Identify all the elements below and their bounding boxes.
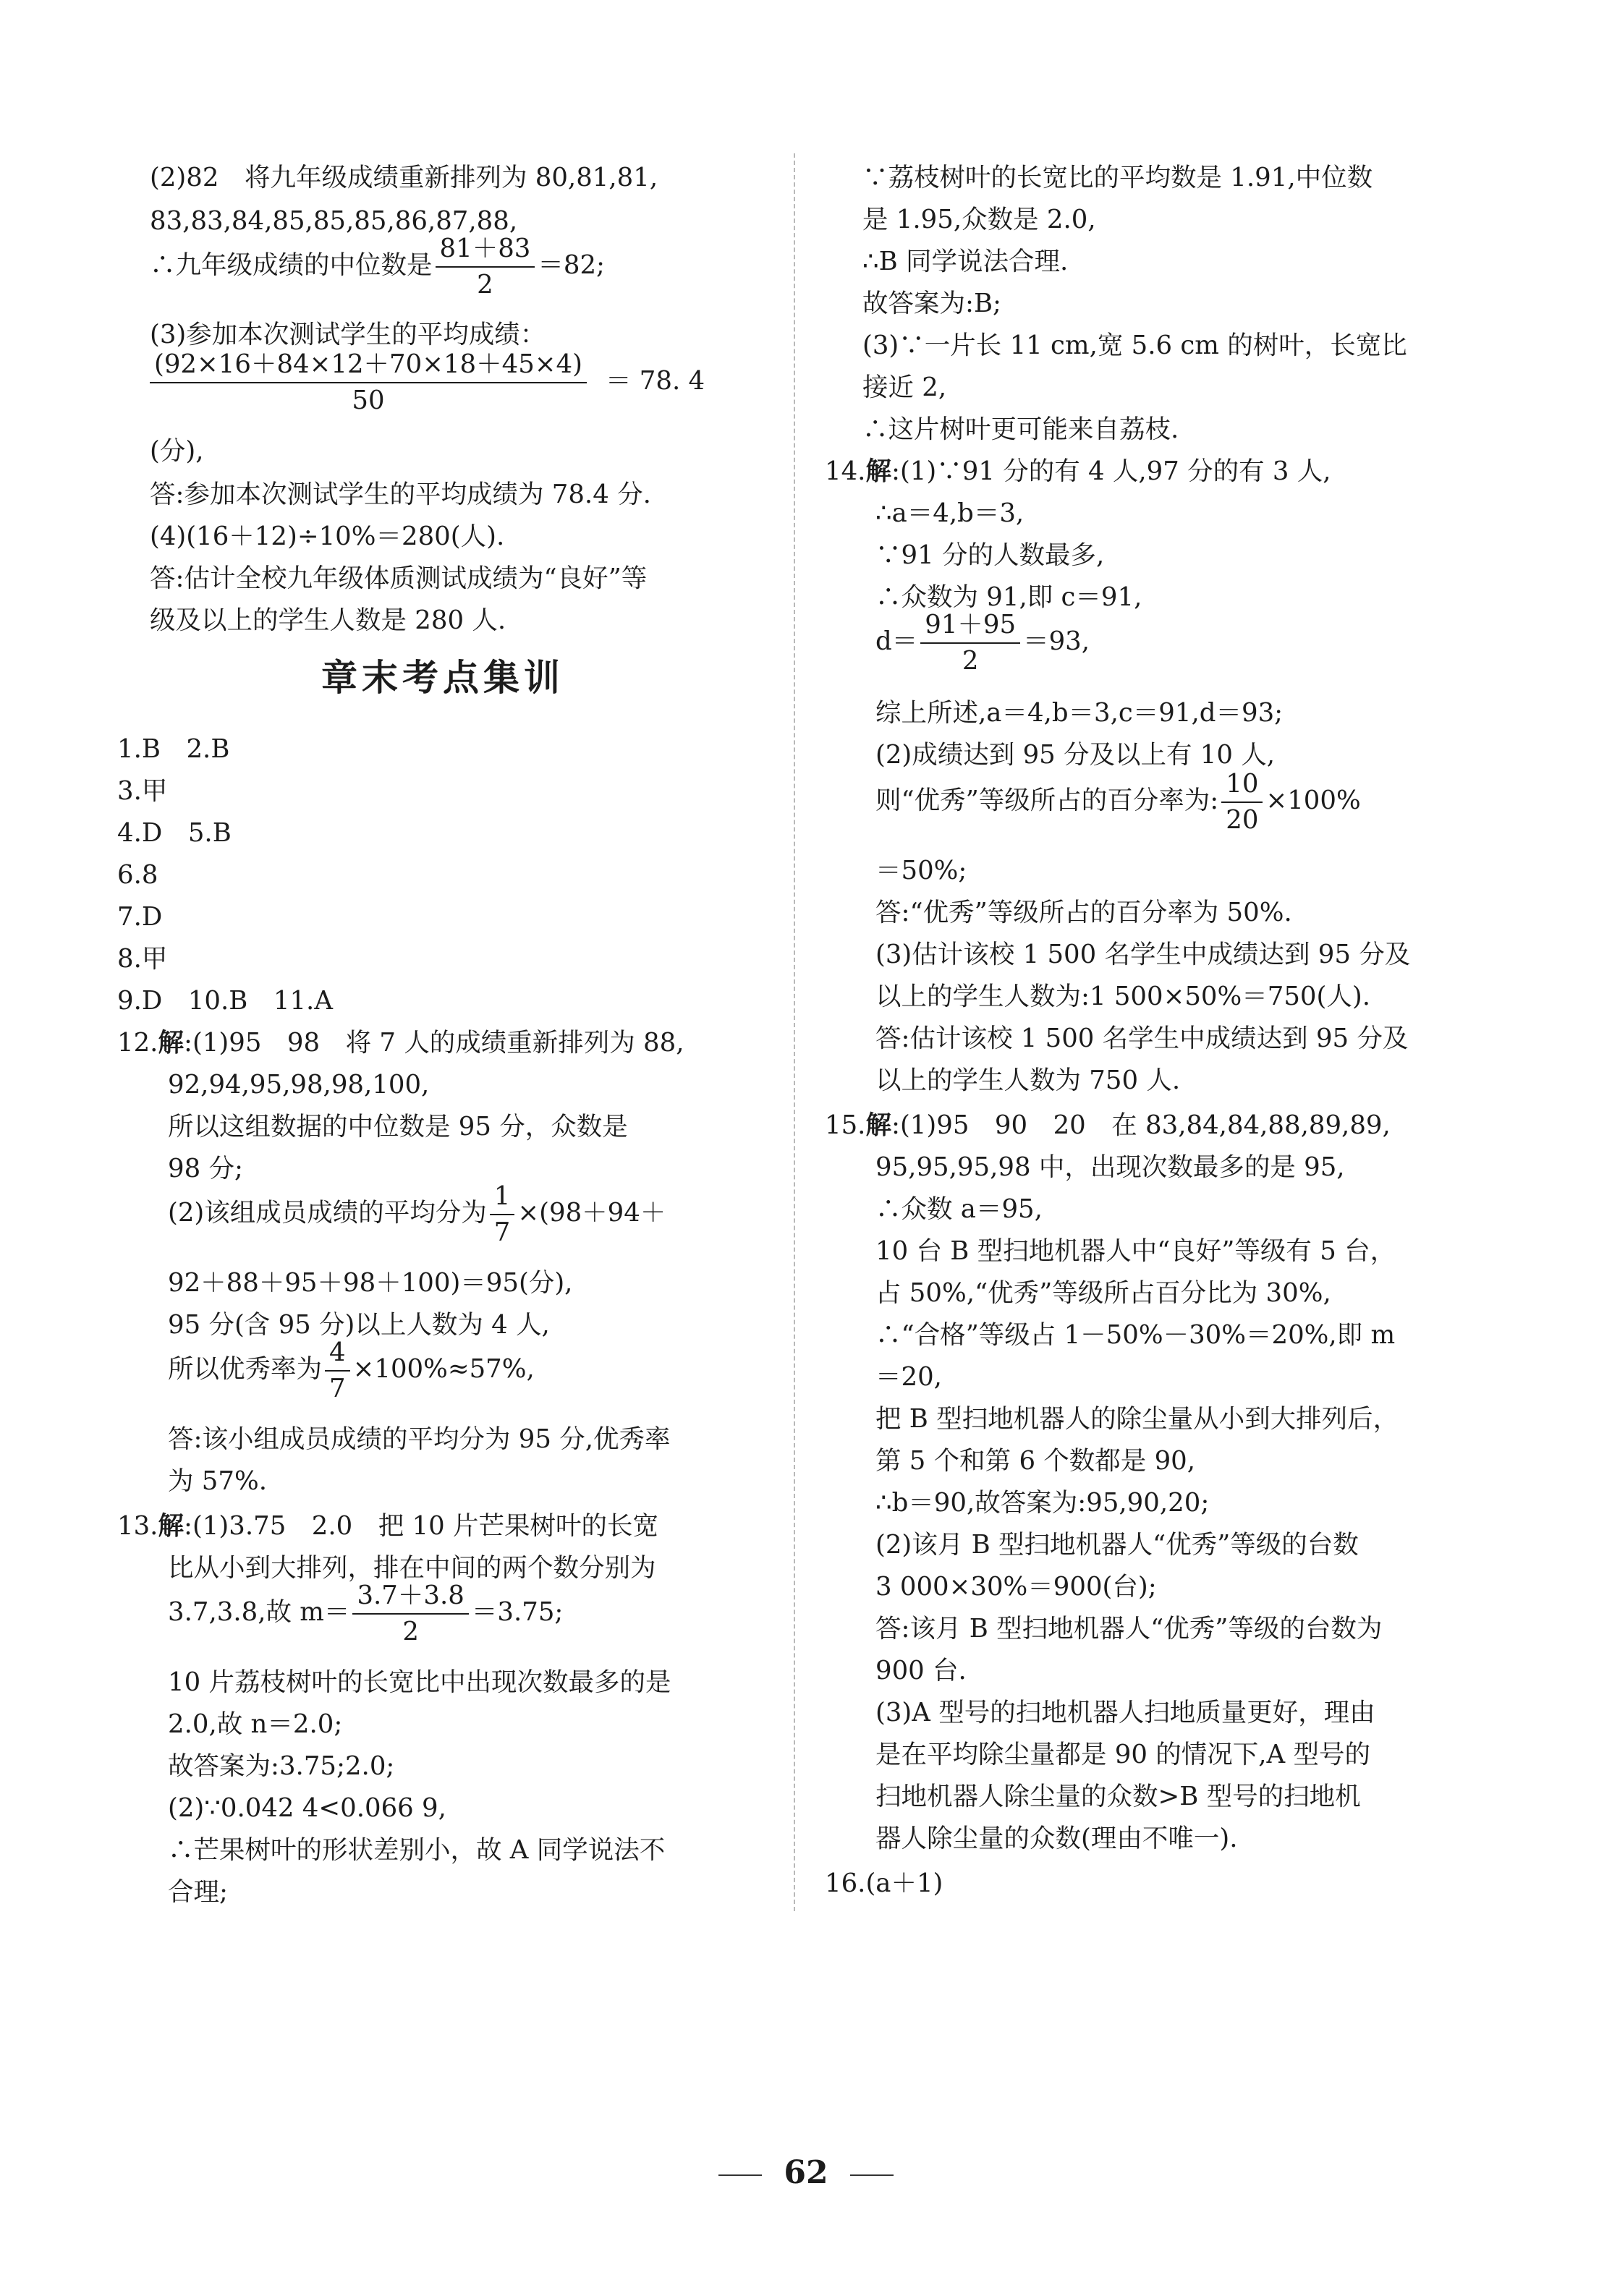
fraction bbox=[325, 1340, 350, 1401]
fraction bbox=[352, 1583, 468, 1644]
text-line: 900 台. bbox=[875, 1656, 967, 1685]
text-line bbox=[150, 349, 705, 415]
text-line: 合理; bbox=[168, 1877, 228, 1907]
text: 所以优秀率为 bbox=[168, 1354, 323, 1384]
numerator: 4 bbox=[325, 1340, 350, 1372]
text-line: 10 台 B 型扫地机器人中“良好”等级有 5 台， bbox=[875, 1236, 1396, 1266]
page-number bbox=[0, 2154, 1612, 2191]
numerator: 1 bbox=[490, 1183, 515, 1215]
page-number-text: 62 bbox=[784, 2154, 828, 2191]
text-line: 95 分(含 95 分)以上人数为 4 人, bbox=[168, 1310, 550, 1340]
text-line: ∴b＝90,故答案为:95,90,20; bbox=[875, 1488, 1210, 1518]
numerator: 10 bbox=[1221, 771, 1263, 803]
text-line: 答:参加本次测试学生的平均成绩为 78.4 分. bbox=[150, 480, 651, 509]
text-line: ∴众数为 91,即 c＝91, bbox=[875, 582, 1142, 612]
text-line: (分), bbox=[150, 436, 204, 466]
question-13-line bbox=[117, 1513, 658, 1539]
text: ×(98＋94＋ bbox=[517, 1198, 666, 1228]
text-line: 2.0,故 n＝2.0; bbox=[168, 1709, 343, 1739]
question-number: 15. bbox=[825, 1110, 866, 1140]
text-line: 答:估计该校 1 500 名学生中成绩达到 95 分及 bbox=[875, 1024, 1409, 1053]
text-line: 10 片荔枝树叶的长宽比中出现次数最多的是 bbox=[168, 1667, 671, 1697]
text-line: 接近 2, bbox=[862, 373, 947, 402]
text-line: 为 57%. bbox=[168, 1466, 267, 1496]
text: 3.7,3.8,故 m＝ bbox=[168, 1597, 350, 1627]
text: :(1)∵91 分的有 4 人,97 分的有 3 人, bbox=[891, 456, 1331, 486]
answer-line: 1.B 2.B bbox=[117, 734, 230, 764]
text-line: ＝20, bbox=[875, 1362, 942, 1392]
text-line: 是在平均除尘量都是 90 的情况下,A 型号的 bbox=[875, 1740, 1370, 1769]
text-line: ∴芒果树叶的形状差别小，故 A 同学说法不 bbox=[168, 1835, 666, 1865]
text: ×100%≈57%, bbox=[352, 1354, 535, 1384]
text-line: (3)估计该校 1 500 名学生中成绩达到 95 分及 bbox=[875, 940, 1411, 969]
solution-label: 解 bbox=[865, 1110, 891, 1140]
text: ＝ 78. 4 bbox=[605, 366, 705, 396]
text-line: ∴这片树叶更可能来自荔枝. bbox=[862, 414, 1179, 444]
fraction bbox=[920, 610, 1020, 676]
text-line: (2)该月 B 型扫地机器人“优秀”等级的台数 bbox=[875, 1530, 1359, 1560]
answer-line: 7.D bbox=[117, 902, 163, 932]
denominator: 50 bbox=[352, 385, 385, 415]
text-line: 把 B 型扫地机器人的除尘量从小到大排列后， bbox=[875, 1404, 1399, 1434]
fraction bbox=[490, 1183, 515, 1245]
question-number: 14. bbox=[825, 456, 866, 486]
text: ＝3.75; bbox=[471, 1597, 564, 1627]
text: ∴九年级成绩的中位数是 bbox=[150, 250, 433, 280]
column-divider bbox=[794, 153, 795, 1911]
fraction bbox=[1221, 771, 1263, 833]
text: ×100% bbox=[1265, 786, 1361, 815]
answer-line: 6.8 bbox=[117, 860, 158, 890]
text: d＝ bbox=[875, 626, 918, 656]
page-number-dash-right bbox=[850, 2174, 894, 2176]
text-line: (3)A 型号的扫地机器人扫地质量更好，理由 bbox=[875, 1698, 1375, 1727]
text: :(1)95 98 将 7 人的成绩重新排列为 88, bbox=[183, 1028, 684, 1058]
text-line: 92＋88＋95＋98＋100)＝95(分), bbox=[168, 1268, 573, 1298]
denominator: 20 bbox=[1226, 804, 1259, 835]
text-line bbox=[168, 1340, 535, 1401]
text-line: ＝50%; bbox=[875, 856, 967, 885]
text-line: 第 5 个和第 6 个数都是 90, bbox=[875, 1446, 1196, 1476]
answer-line: 4.D 5.B bbox=[117, 818, 232, 848]
denominator: 7 bbox=[329, 1373, 346, 1403]
text-line: 占 50%,“优秀”等级所占百分比为 30%, bbox=[875, 1278, 1331, 1308]
text-line bbox=[875, 771, 1361, 833]
text: ＝93, bbox=[1023, 626, 1090, 656]
text: ＝82; bbox=[538, 250, 606, 280]
text-line bbox=[168, 1183, 666, 1245]
question-number: 13. bbox=[117, 1511, 158, 1541]
text-line: 92,94,95,98,98,100, bbox=[168, 1070, 430, 1100]
text-line: 比从小到大排列，排在中间的两个数分别为 bbox=[168, 1553, 656, 1583]
text-line: ∴B 同学说法合理. bbox=[862, 247, 1069, 276]
text-line: 答:“优秀”等级所占的百分率为 50%. bbox=[875, 898, 1292, 927]
text-line: (3)∵一片长 11 cm,宽 5.6 cm 的树叶，长宽比 bbox=[862, 331, 1407, 360]
answer-line: 8.甲 bbox=[117, 944, 168, 974]
numerator: (92×16＋84×12＋70×18＋45×4) bbox=[150, 352, 587, 383]
section-heading: 章末考点集训 bbox=[321, 656, 564, 699]
text: 则“优秀”等级所占的百分率为: bbox=[875, 786, 1219, 815]
text-line: 器人除尘量的众数(理由不唯一). bbox=[875, 1824, 1238, 1853]
text-line: 答:估计全校九年级体质测试成绩为“良好”等 bbox=[150, 564, 648, 593]
text-line: 故答案为:B; bbox=[862, 289, 1002, 318]
text-line: 答:该小组成员成绩的平均分为 95 分,优秀率 bbox=[168, 1424, 671, 1454]
solution-label: 解 bbox=[158, 1511, 184, 1541]
text: (2)该组成员成绩的平均分为 bbox=[168, 1198, 487, 1228]
text-line: 综上所述,a＝4,b＝3,c＝91,d＝93; bbox=[875, 698, 1284, 728]
fraction bbox=[150, 349, 587, 415]
denominator: 2 bbox=[402, 1616, 419, 1646]
question-12-line bbox=[117, 1030, 684, 1056]
text-line: 以上的学生人数为 750 人. bbox=[875, 1066, 1181, 1095]
text-line: ∴“合格”等级占 1－50%－30%＝20%,即 m bbox=[875, 1320, 1396, 1350]
solution-label: 解 bbox=[865, 456, 891, 486]
text-line: 98 分; bbox=[168, 1154, 243, 1183]
text-line: (2)82 将九年级成绩重新排列为 80,81,81, bbox=[150, 163, 658, 192]
text-line: (3)参加本次测试学生的平均成绩： bbox=[150, 320, 546, 349]
text-line: (2)∵0.042 4<0.066 9, bbox=[168, 1793, 446, 1823]
text-line: ∵荔枝树叶的长宽比的平均数是 1.91,中位数 bbox=[862, 163, 1373, 192]
text-line: 答:该月 B 型扫地机器人“优秀”等级的台数为 bbox=[875, 1614, 1383, 1644]
text-line: (4)(16＋12)÷10%＝280(人). bbox=[150, 522, 505, 551]
text-line: 以上的学生人数为:1 500×50%＝750(人). bbox=[875, 982, 1370, 1011]
text: :(1)3.75 2.0 把 10 片芒果树叶的长宽 bbox=[183, 1511, 658, 1541]
question-15-line bbox=[825, 1110, 1391, 1140]
text-line: (2)成绩达到 95 分及以上有 10 人, bbox=[875, 740, 1276, 770]
text-line: 级及以上的学生人数是 280 人. bbox=[150, 605, 506, 635]
denominator: 2 bbox=[962, 645, 979, 676]
text-line: ∴a＝4,b＝3, bbox=[875, 498, 1025, 528]
solution-label: 解 bbox=[158, 1028, 184, 1058]
numerator: 91＋95 bbox=[920, 612, 1020, 644]
text-line: ∴众数 a＝95, bbox=[875, 1194, 1043, 1224]
numerator: 3.7＋3.8 bbox=[352, 1583, 468, 1615]
numerator: 81＋83 bbox=[436, 236, 535, 268]
text-line: 扫地机器人除尘量的众数>B 型号的扫地机 bbox=[875, 1782, 1361, 1811]
text-line bbox=[150, 236, 605, 297]
text-line: 3 000×30%＝900(台); bbox=[875, 1572, 1157, 1602]
question-14-line bbox=[825, 456, 1331, 486]
text-line: 所以这组数据的中位数是 95 分，众数是 bbox=[168, 1112, 628, 1141]
text-line: 83,83,84,85,85,85,86,87,88, bbox=[150, 206, 518, 236]
text-line bbox=[875, 610, 1090, 676]
text-line: ∵91 分的人数最多, bbox=[875, 540, 1105, 570]
text-line: 故答案为:3.75;2.0; bbox=[168, 1751, 395, 1781]
answer-line: 3.甲 bbox=[117, 776, 168, 806]
fraction bbox=[436, 236, 535, 297]
text-line: 95,95,95,98 中，出现次数最多的是 95, bbox=[875, 1152, 1345, 1182]
question-number: 12. bbox=[117, 1028, 158, 1058]
answer-line: 9.D 10.B 11.A bbox=[117, 986, 333, 1016]
text-line bbox=[168, 1583, 563, 1644]
text: :(1)95 90 20 在 83,84,84,88,89,89, bbox=[891, 1110, 1391, 1140]
denominator: 7 bbox=[493, 1217, 511, 1247]
page-number-dash-left bbox=[718, 2174, 762, 2176]
question-16-line: 16.(a＋1) bbox=[825, 1868, 943, 1898]
denominator: 2 bbox=[477, 269, 493, 299]
text-line: 是 1.95,众数是 2.0, bbox=[862, 205, 1096, 234]
